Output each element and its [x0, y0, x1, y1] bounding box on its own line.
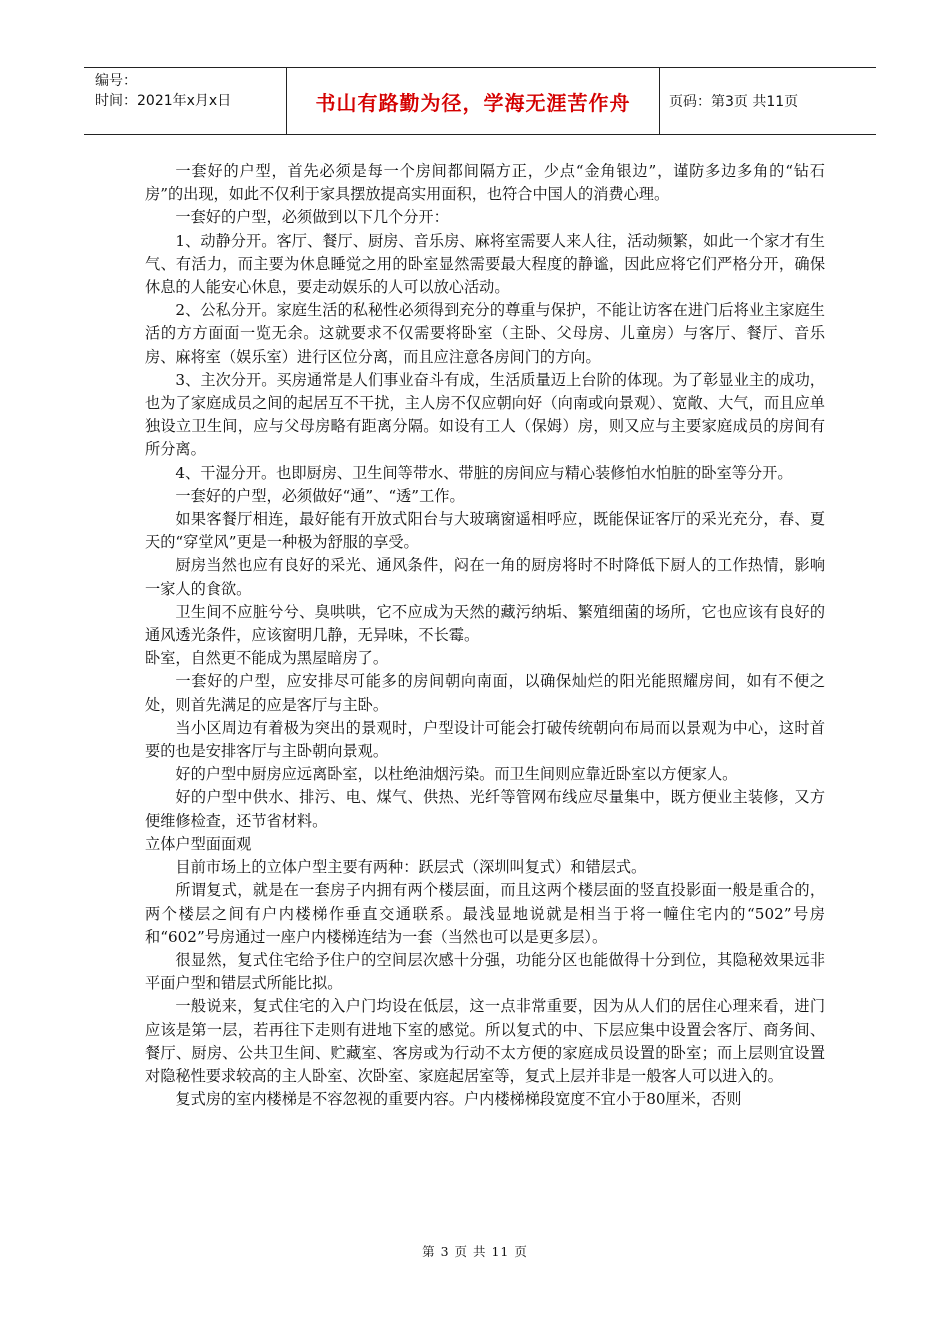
- paragraph: 卧室，自然更不能成为黑屋暗房了。: [145, 649, 388, 668]
- paragraph: 1、动静分开。客厅、餐厅、厨房、音乐房、麻将室需要人来人往，活动频繁，如此一个家才有生气、有活力，而主要为休息睡觉之用的卧室显然需要最大程度的静谧，因此应将它们严格分开，确保休息的人能安心休息，要走动娱乐的人可以放心活动。: [145, 231, 825, 297]
- paragraph: 2、公私分开。家庭生活的私秘性必须得到充分的尊重与保护，不能让访客在进门后将业主家庭生活的方方面面一览无余。这就要求不仅需要将卧室（主卧、父母房、儿童房）与客厅、餐厅、音乐房、麻将室（娱乐室）进行区位分离，而且应注意各房间门的方向。: [145, 301, 825, 366]
- paragraph: 复式房的室内楼梯是不容忽视的重要内容。户内楼梯梯段宽度不宜小于80厘米，否则: [175, 1090, 742, 1109]
- paragraph: 目前市场上的立体户型主要有两种：跃层式（深圳叫复式）和错层式。: [175, 858, 647, 877]
- header-meta: [84, 68, 287, 134]
- paragraph: 一套好的户型，必须做好“通”、“透”工作。: [175, 486, 465, 505]
- page-label: 页码：第3页 共11页: [669, 94, 799, 110]
- page-footer: 第 3 页 共 11 页: [422, 1244, 528, 1259]
- paragraph: 当小区周边有着极为突出的景观时，户型设计可能会打破传统朝向布局而以景观为中心，这时首要的也是安排客厅与主卧朝向景观。: [145, 718, 825, 761]
- paragraph: 好的户型中厨房应远离卧室，以杜绝油烟污染。而卫生间则应靠近卧室以方便家人。: [175, 765, 738, 784]
- header-motto-cell: [287, 68, 660, 134]
- document-body: [145, 160, 825, 1111]
- paragraph: 卫生间不应脏兮兮、臭哄哄，它不应成为天然的藏污纳垢、繁殖细菌的场所，它也应该有良好的通风透光条件，应该窗明几静，无异味，不长霉。: [145, 602, 825, 645]
- paragraph: 好的户型中供水、排污、电、煤气、供热、光纤等管网布线应尽量集中，既方便业主装修，又方便维修检查，还节省材料。: [145, 788, 825, 830]
- header-page-cell: [660, 68, 876, 134]
- paragraph: 一般说来，复式住宅的入户门均设在低层，这一点非常重要，因为从人们的居住心理来看，进门应该是第一层，若再往下走则有进地下室的感觉。所以复式的中、下层应集中设置会客厅、商务间、餐厅、厨房、公共卫生间、贮藏室、客房或为行动不太方便的家庭成员设置的卧室；而上层则宜设置对隐秘性要求较高的主人卧室、次卧室、家庭起居室等，复式上层并非是一般客人可以进入的。: [145, 997, 825, 1085]
- time-label: 时间：2021年x月x日: [95, 93, 232, 109]
- paragraph: 所谓复式，就是在一套房子内拥有两个楼层面，而且这两个楼层面的竖直投影面一般是重合的，两个楼层之间有户内楼梯作垂直交通联系。最浅显地说就是相当于将一幢住宅内的“502”号房和“602”号房通过一座户内楼梯连结为一套（当然也可以是更多层）。: [145, 881, 825, 946]
- paragraph: 4、干湿分开。也即厨房、卫生间等带水、带脏的房间应与精心装修怕水怕脏的卧室等分开。: [175, 463, 793, 482]
- paragraph: 一套好的户型，必须做到以下几个分开：: [175, 208, 449, 227]
- page-header: [84, 67, 876, 135]
- paragraph: 立体户型面面观: [145, 834, 252, 853]
- paragraph: 一套好的户型，首先必须是每一个房间都间隔方正，少点“金角银边”，谨防多边多角的“钻石房”的出现，如此不仅利于家具摆放提高实用面积，也符合中国人的消费心理。: [145, 162, 825, 204]
- motto-text: 书山有路勤为径，学海无涯苦作舟: [315, 90, 631, 115]
- paragraph: 一套好的户型，应安排尽可能多的房间朝向南面，以确保灿烂的阳光能照耀房间，如有不便之处，则首先满足的应是客厅与主卧。: [145, 672, 825, 714]
- paragraph: 3、主次分开。买房通常是人们事业奋斗有成，生活质量迈上台阶的体现。为了彰显业主的成功，也为了家庭成员之间的起居互不干扰，主人房不仅应朝向好（向南或向景观）、宽敞、大气，而且应单独设立卫生间，应与父母房略有距离分隔。如设有工人（保姆）房，则又应与主要家庭成员的房间有所分离。: [145, 370, 825, 459]
- number-label: 编号：: [95, 73, 137, 89]
- paragraph: 厨房当然也应有良好的采光、通风条件，闷在一角的厨房将时不时降低下厨人的工作热情，影响一家人的食欲。: [145, 556, 825, 598]
- paragraph: 如果客餐厅相连，最好能有开放式阳台与大玻璃窗遥相呼应，既能保证客厅的采光充分，春、夏天的“穿堂风”更是一种极为舒服的享受。: [145, 510, 825, 552]
- paragraph: 很显然，复式住宅给予住户的空间层次感十分强，功能分区也能做得十分到位，其隐秘效果远非平面户型和错层式所能比拟。: [145, 950, 825, 993]
